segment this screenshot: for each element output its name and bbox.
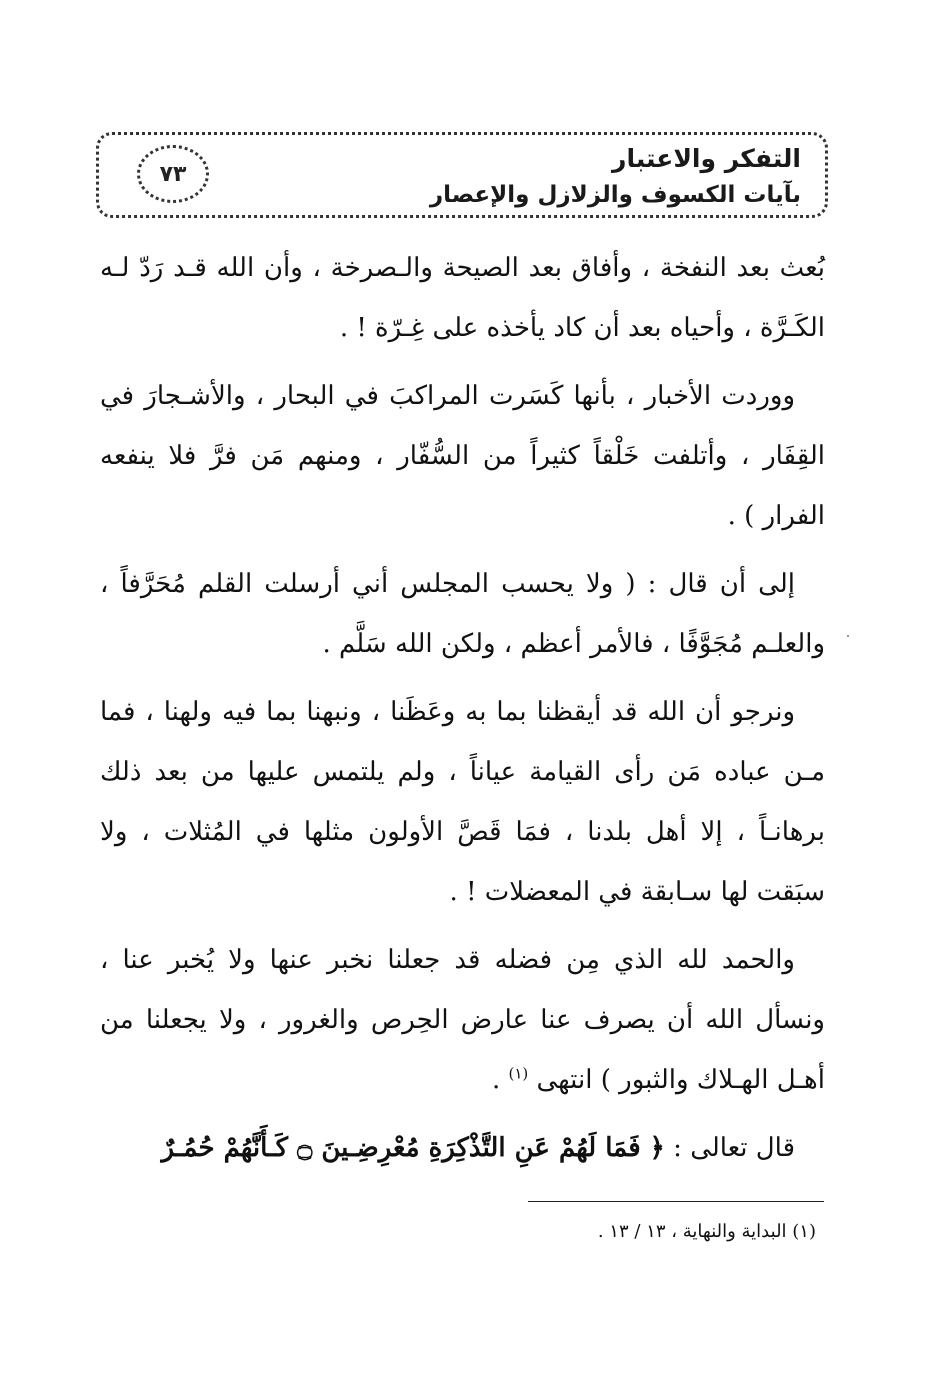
scan-speck <box>847 635 849 637</box>
paragraph-5-text: والحمد لله الذي مِن فضله قد جعلنا نخبر عنها ولا يُخبر عنا ، ونسأل الله أن يصرف عنا عارض الحِرص والغرور ، ولا يجعلنا من أهـل الهـلاك والثبور ) انتهى <box>100 945 825 1095</box>
verse-line <box>100 1118 825 1178</box>
footnote-reference: (١) <box>508 1064 529 1083</box>
verse-intro: قال تعالى : <box>664 1133 795 1163</box>
footnote-separator <box>528 1201 824 1202</box>
book-subtitle: بآيات الكسوف والزلازل والإعصار <box>429 182 801 208</box>
paragraph-3: إلى أن قال : ( ولا يحسب المجلس أني أرسلت القلم مُحَرَّفاً ، والعلـم مُجَوَّفًا ، فالأمر أعظم ، ولكن الله سَلَّم . <box>100 569 825 659</box>
paragraph-2: ووردت الأخبار ، بأنها كَسَرت المراكبَ في البحار ، والأشـجارَ في القِفَار ، وأتلفت خَلْقاً كثيراً من السُّفّار ، ومنهم مَن فرَّ فلا ينفعه الفرار ) . <box>100 381 825 531</box>
paragraph-1: بُعث بعد النفخة ، وأفاق بعد الصيحة والـصرخة ، وأن الله قـد رَدّ لـه الكَـرَّة ، وأحياه بعد أن كاد يأخذه على غِـرّة ! . <box>100 253 825 343</box>
footnote: (١) البداية والنهاية ، ١٣ / ١٣ . <box>597 1221 816 1242</box>
running-header <box>96 132 828 218</box>
book-title: التفكر والاعتبار <box>612 144 801 173</box>
paragraph-5-tail: . <box>491 1065 509 1095</box>
body-text <box>100 238 825 1186</box>
paragraph-5 <box>100 930 825 1110</box>
page-number: ٧٣ <box>137 145 209 203</box>
paragraph-4: ونرجو أن الله قد أيقظنا بما به وعَظَنا ، ونبهنا بما فيه ولهنا ، فما مـن عباده مَن رأى القيامة عياناً ، ولم يلتمس عليها من بعد ذلك برهانـاً ، إلا أهل بلدنا ، فمَا قَصَّ الأولون مثلها في المُثلات ، ولا سبَقت لها سـابقة في المعضلات ! . <box>100 697 825 907</box>
quran-verse: ﴿ فَمَا لَهُمْ عَنِ التَّذْكِرَةِ مُعْرِضِـينَ ۝ كَـأَنَّهُمْ حُمُـرٌ <box>161 1133 665 1163</box>
